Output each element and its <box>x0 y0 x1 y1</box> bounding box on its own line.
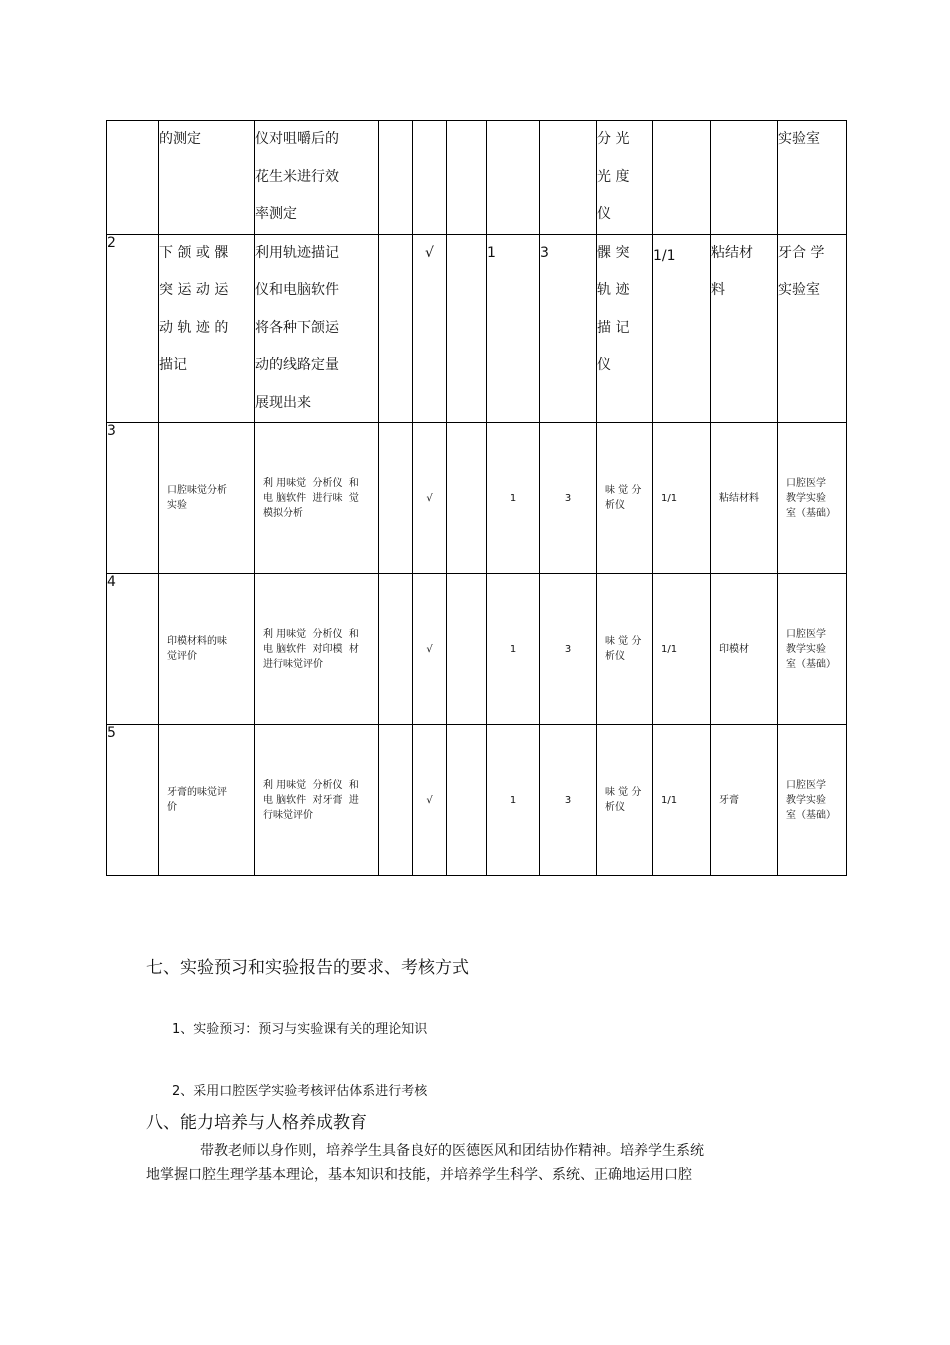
experiment-table <box>106 120 847 876</box>
cell-text: 牙膏的味觉评 <box>167 787 227 798</box>
cell-text: 1 <box>509 643 517 655</box>
cell-text: 1/1 <box>661 492 678 504</box>
hours-cell <box>540 725 597 876</box>
empty-cell <box>413 121 447 235</box>
cell-text: 描记 <box>159 357 187 373</box>
cell-text: 口腔医学 <box>786 477 826 489</box>
empty-cell <box>379 423 413 574</box>
table-row <box>107 234 847 423</box>
cell-text: 展现出来 <box>255 394 311 411</box>
cell-text: 教学实验 <box>786 794 826 806</box>
empty-cell <box>540 121 597 235</box>
num-cell: 4 <box>107 574 159 725</box>
material-cell <box>711 234 778 423</box>
check-cell <box>413 574 447 725</box>
empty-cell <box>447 423 487 574</box>
empty-cell <box>447 574 487 725</box>
name-cell <box>159 725 255 876</box>
empty-cell <box>653 121 711 235</box>
empty-cell <box>487 121 540 235</box>
ratio-cell <box>653 423 711 574</box>
empty-cell <box>711 121 778 235</box>
cell-text: 价 <box>167 802 177 813</box>
cell-text: 利 用味觉 分析仪 和 <box>263 477 359 489</box>
cell-text: 仪 <box>597 206 611 222</box>
cell-text: 室（基础） <box>786 809 836 821</box>
ratio-cell <box>653 725 711 876</box>
cell-text: 3 <box>564 643 572 655</box>
cell-text: 进行味觉评价 <box>263 658 323 670</box>
lab-cell <box>778 234 847 423</box>
cell-text: 印模材 <box>719 643 749 655</box>
cell-text: 光 度 <box>597 168 630 185</box>
cell-text: 料 <box>711 282 725 298</box>
groups-cell: 1 <box>487 234 540 423</box>
lab-cell <box>778 121 847 235</box>
empty-cell <box>379 234 413 423</box>
cell-text: 下 颌 或 髁 <box>159 244 229 261</box>
table-row <box>107 121 847 235</box>
cell-text: 动的线路定量 <box>255 357 339 373</box>
num-cell: 2 <box>107 234 159 423</box>
cell-text: 口腔医学 <box>786 628 826 640</box>
content-cell <box>255 574 379 725</box>
cell-text: 室（基础） <box>786 658 836 670</box>
cell-text: 粘结材 <box>711 244 753 261</box>
cell-text: 分 光 <box>597 131 630 147</box>
cell-text: 觉评价 <box>167 651 197 662</box>
ratio-cell <box>653 574 711 725</box>
cell-text: 仪对咀嚼后的 <box>255 131 339 147</box>
num-cell: 5 <box>107 725 159 876</box>
name-cell <box>159 574 255 725</box>
cell-text: 析仪 <box>605 500 625 511</box>
cell-text: 仪 <box>597 357 611 373</box>
cell-text: 味 觉 分 <box>605 485 642 496</box>
table-row <box>107 725 847 876</box>
cell-text: 仪和电脑软件 <box>255 282 339 298</box>
cell-text: 教学实验 <box>786 492 826 504</box>
equipment-cell <box>597 725 653 876</box>
cell-text: 析仪 <box>605 651 625 662</box>
cell-text: 1 <box>509 794 517 806</box>
hours-cell <box>540 574 597 725</box>
cell-text: 电 脑软件 对牙膏 进 <box>263 794 359 806</box>
hours-cell <box>540 423 597 574</box>
cell-text: 利 用味觉 分析仪 和 <box>263 628 359 640</box>
lab-cell <box>778 423 847 574</box>
cell-text: √ <box>426 794 433 806</box>
cell-text: 率测定 <box>255 206 297 222</box>
empty-cell <box>447 234 487 423</box>
cell-text: 1 <box>509 492 517 504</box>
lab-cell <box>778 574 847 725</box>
content-cell <box>255 121 379 235</box>
cell-text: 电 脑软件 对印模 材 <box>263 643 359 655</box>
cell-text: 描 记 <box>597 319 630 336</box>
empty-cell <box>447 725 487 876</box>
cell-text: 模拟分析 <box>263 507 303 519</box>
equipment-cell <box>597 423 653 574</box>
section7-heading: 七、实验预习和实验报告的要求、考核方式 <box>146 958 469 978</box>
name-cell <box>159 121 255 235</box>
num-cell <box>107 121 159 235</box>
section8-paragraph-line-2: 地掌握口腔生理学基本理论，基本知识和技能，并培养学生科学、系统、正确地运用口腔 <box>146 1167 692 1183</box>
num-cell: 3 <box>107 423 159 574</box>
name-cell <box>159 234 255 423</box>
check-cell <box>413 423 447 574</box>
cell-text: 轨 迹 <box>597 282 630 298</box>
cell-text: 1/1 <box>653 247 676 264</box>
cell-text: 1/1 <box>661 643 678 655</box>
cell-text: 实验室 <box>778 282 820 298</box>
cell-text: 突 运 动 运 <box>159 282 229 298</box>
cell-text: 印模材料的味 <box>167 636 227 647</box>
cell-text: 教学实验 <box>786 643 826 655</box>
table-row <box>107 423 847 574</box>
cell-text: 室（基础） <box>786 507 836 519</box>
cell-text: 牙膏 <box>719 794 739 806</box>
empty-cell <box>447 121 487 235</box>
cell-text: 1/1 <box>661 794 678 806</box>
cell-text: 3 <box>564 794 572 806</box>
section8-paragraph-line-1: 带教老师以身作则，培养学生具备良好的医德医风和团结协作精神。培养学生系统 <box>200 1143 704 1159</box>
ratio-cell <box>653 234 711 423</box>
cell-text: 口腔医学 <box>786 779 826 791</box>
section7-item-1: 1、实验预习：预习与实验课有关的理论知识 <box>172 1022 428 1037</box>
section7-item-2: 2、采用口腔医学实验考核评估体系进行考核 <box>172 1084 428 1099</box>
empty-cell <box>379 725 413 876</box>
material-cell <box>711 725 778 876</box>
cell-text: 髁 突 <box>597 244 630 261</box>
cell-text: 电 脑软件 进行味 觉 <box>263 492 359 504</box>
equipment-cell <box>597 574 653 725</box>
cell-text: 实验 <box>167 500 187 511</box>
equipment-cell <box>597 234 653 423</box>
cell-text: 析仪 <box>605 802 625 813</box>
lab-cell <box>778 725 847 876</box>
table-row <box>107 574 847 725</box>
cell-text: 粘结材料 <box>719 492 759 504</box>
check-cell <box>413 725 447 876</box>
groups-cell <box>487 574 540 725</box>
check-cell: √ <box>413 234 447 423</box>
cell-text: √ <box>426 492 433 504</box>
hours-cell: 3 <box>540 234 597 423</box>
cell-text: 利 用味觉 分析仪 和 <box>263 779 359 791</box>
groups-cell <box>487 725 540 876</box>
cell-text: 的测定 <box>159 131 201 147</box>
cell-text: 味 觉 分 <box>605 636 642 647</box>
cell-text: 实验室 <box>778 131 820 147</box>
section8-heading: 八、能力培养与人格养成教育 <box>146 1113 367 1133</box>
cell-text: 将各种下颌运 <box>255 319 339 336</box>
cell-text: 利用轨迹描记 <box>255 244 339 261</box>
content-cell <box>255 234 379 423</box>
name-cell <box>159 423 255 574</box>
cell-text: 牙合 学 <box>778 244 825 261</box>
equipment-cell <box>597 121 653 235</box>
content-cell <box>255 725 379 876</box>
cell-text: 动 轨 迹 的 <box>159 319 229 336</box>
cell-text: 3 <box>564 492 572 504</box>
groups-cell <box>487 423 540 574</box>
cell-text: 味 觉 分 <box>605 787 642 798</box>
material-cell <box>711 574 778 725</box>
cell-text: √ <box>426 643 433 655</box>
empty-cell <box>379 121 413 235</box>
cell-text: 花生米进行效 <box>255 168 339 185</box>
content-cell <box>255 423 379 574</box>
empty-cell <box>379 574 413 725</box>
material-cell <box>711 423 778 574</box>
cell-text: 行味觉评价 <box>263 809 313 821</box>
cell-text: 口腔味觉分析 <box>167 485 227 496</box>
